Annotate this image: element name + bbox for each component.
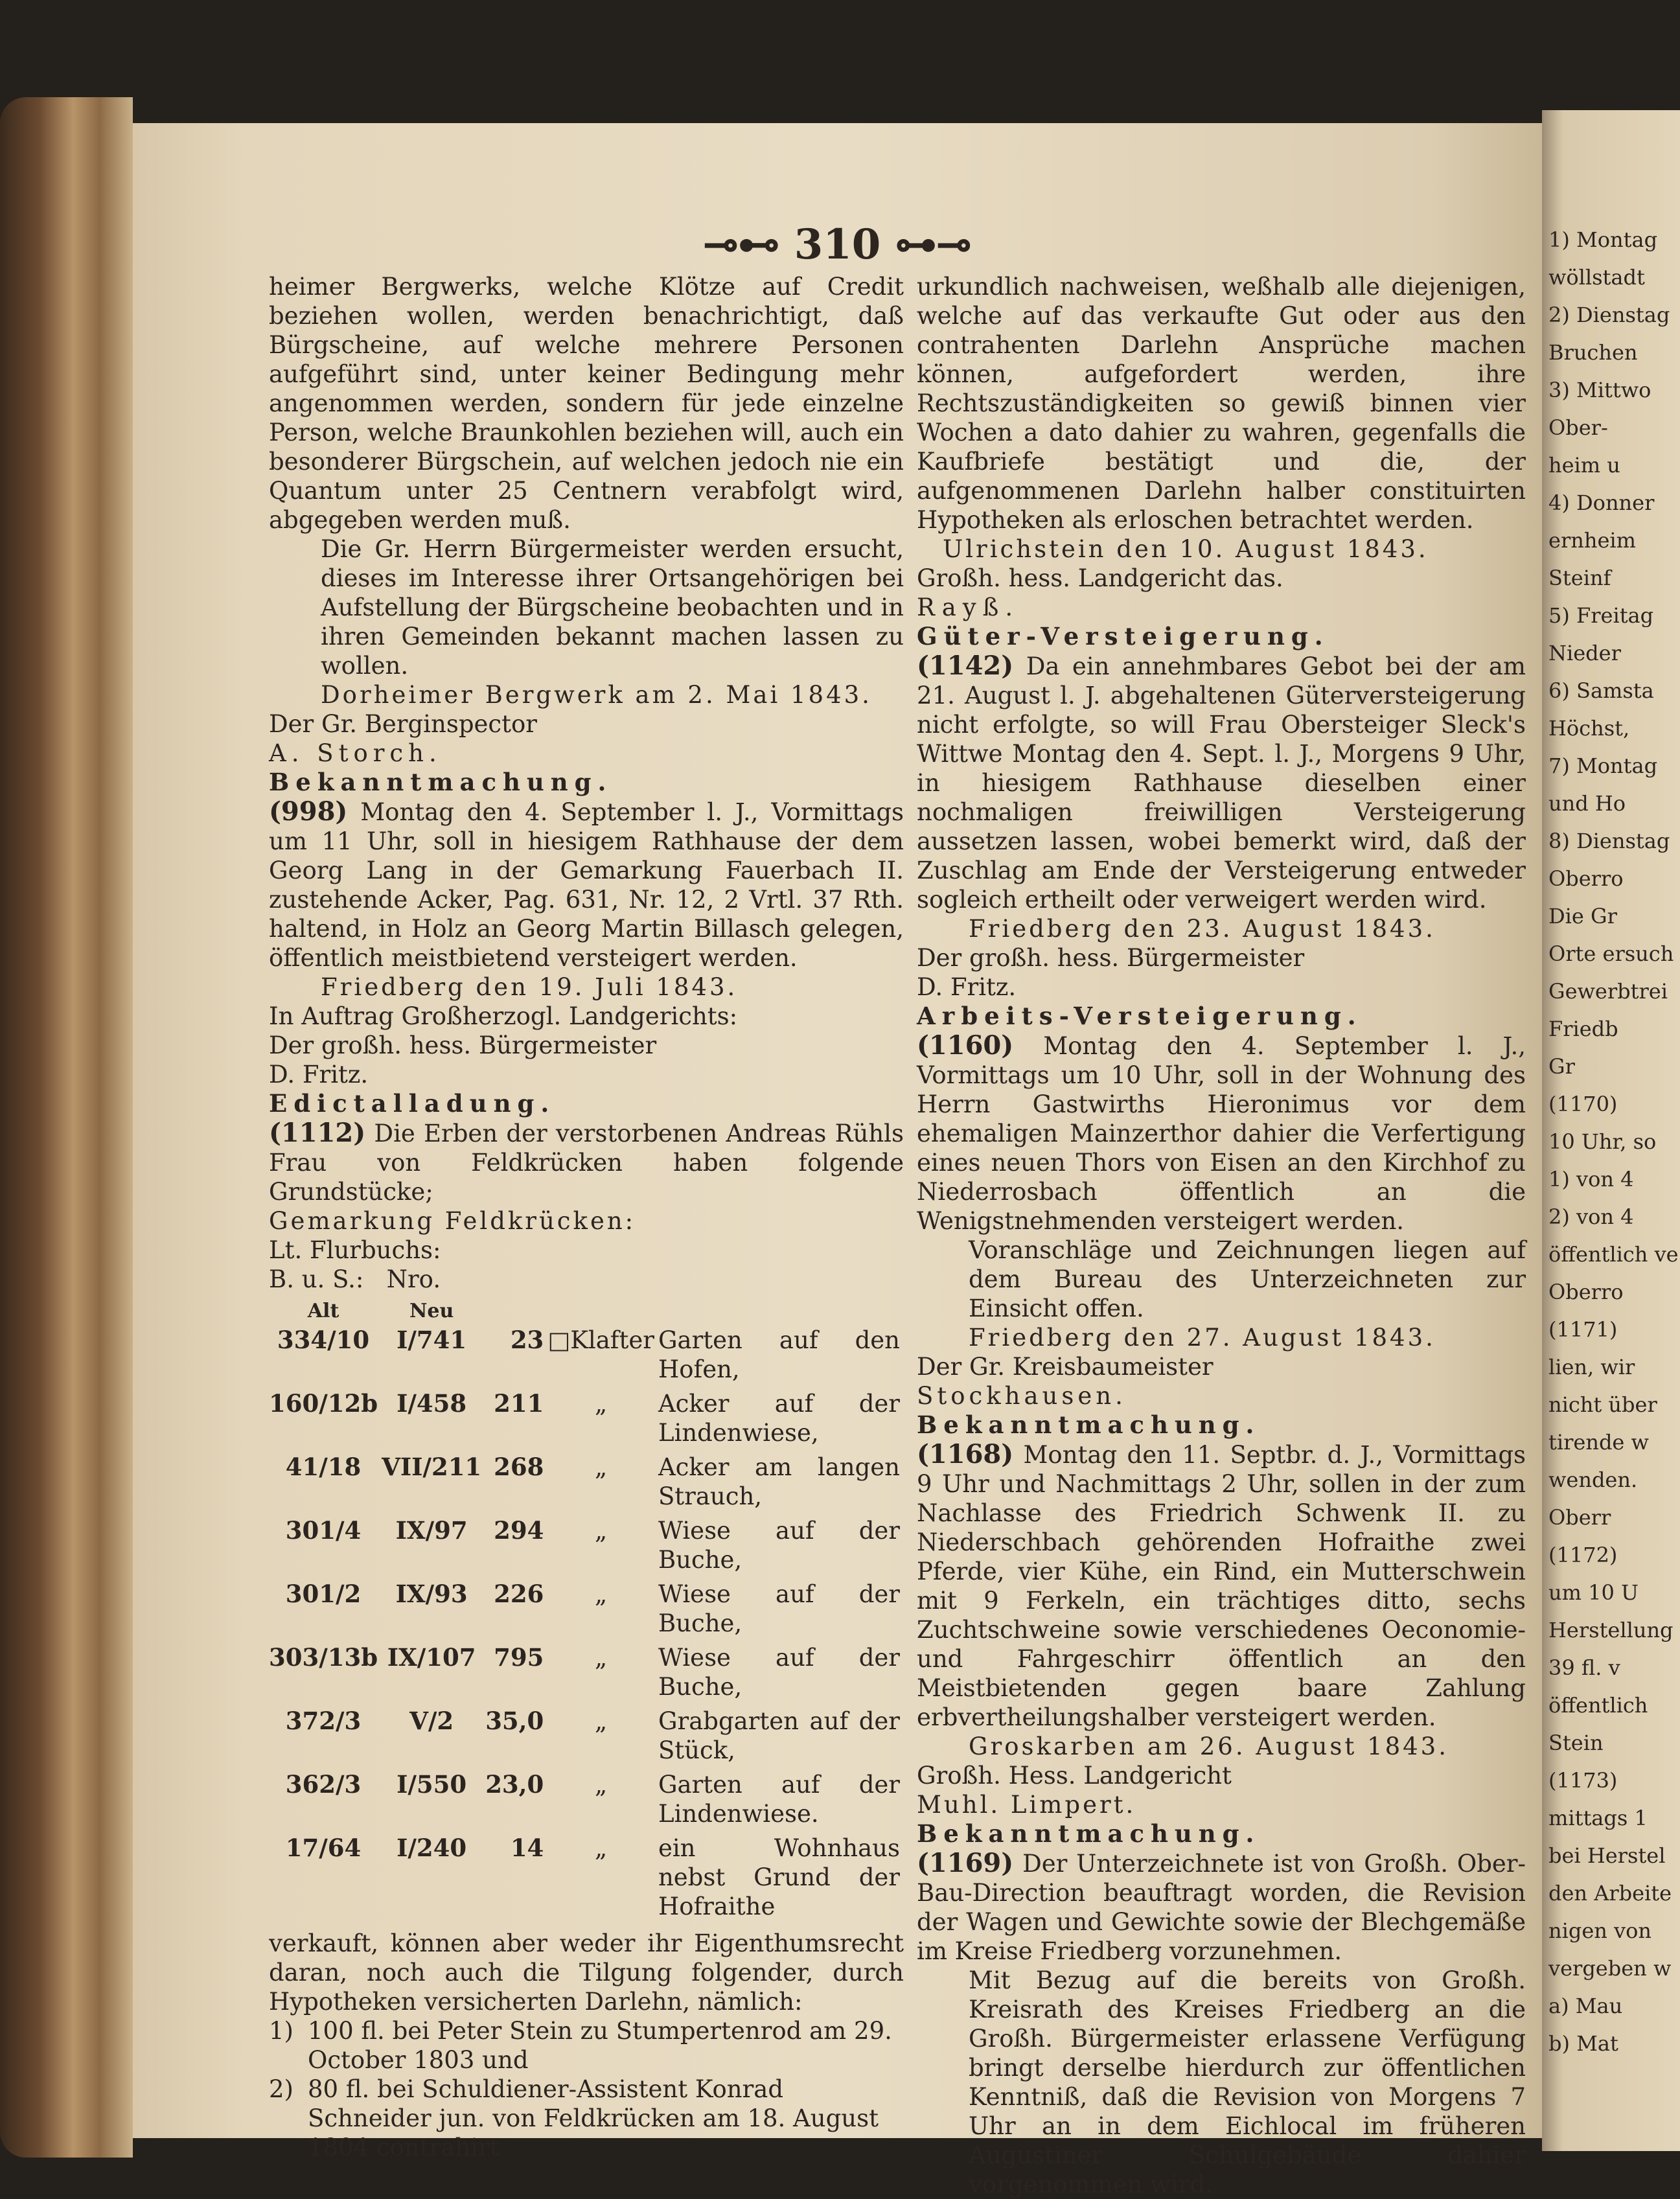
parcel-description: Garten auf den Hofen, — [658, 1326, 900, 1383]
margin-fragment: mittags 1 — [1548, 1806, 1648, 1830]
notice-1160-sig2: Stockhausen. — [917, 1382, 1127, 1410]
notice-1112-after: verkauft, können aber weder ihr Eigenthumsrecht daran, noch auch die Tilgung folgender, durch Hypotheken versicherten Darlehn, nämlich: — [269, 1929, 904, 2016]
parcel-row — [269, 1326, 904, 1389]
margin-fragment: öffentlich — [1548, 1693, 1648, 1718]
margin-fragment: 10 Uhr, so — [1548, 1129, 1657, 1154]
intro-signature-name: A. Storch. — [269, 739, 442, 767]
list-text: 80 fl. bei Schuldiener-Assistent Konrad Schneider jun. von Feldkrücken am 18. August 1804 contrahirt — [308, 2075, 879, 2161]
parcel-description: Wiese auf der Buche, — [658, 1517, 900, 1574]
parcel-unit: „ — [595, 1453, 608, 1481]
facing-page-fragment — [1542, 110, 1680, 2151]
continued-place: Ulrichstein den 10. August 1843. — [943, 535, 1429, 563]
parcel-unit: „ — [595, 1644, 608, 1672]
parcel-size: 268 — [494, 1453, 544, 1481]
margin-fragment: Höchst, — [1548, 716, 1630, 741]
parcel-description: Wiese auf der Buche, — [658, 1580, 900, 1637]
parcel-neu: I/741 — [397, 1326, 467, 1354]
notice-1168-sig1: Großh. Hess. Landgericht — [917, 1762, 1232, 1790]
margin-fragment: Steinf — [1548, 566, 1611, 590]
notice-1160-sig1: Der Gr. Kreisbaumeister — [917, 1353, 1214, 1381]
parcel-row — [269, 1453, 904, 1516]
margin-fragment: vergeben w — [1548, 1956, 1672, 1981]
list-item — [269, 2075, 904, 2162]
notice-1142-number: (1142) — [917, 650, 1014, 681]
notice-1160-heading: Arbeits-Versteigerung. — [917, 1002, 1363, 1030]
parcel-description: Grabgarten auf der Stück, — [658, 1707, 900, 1764]
notice-1169-text2: Mit Bezug auf die bereits von Großh. Kreisrath des Kreises Friedberg an die Großh. Bürgermeister erlassene Verfügung bringt derselbe hierdurch zur öffentlichen Kenntniß, daß die Revision von Morgens 7 Uhr an in dem Eichlocal im früheren Augustiner Schulgebäude dahier vorgenommen wird. — [969, 1966, 1526, 2198]
margin-fragment: tirende w — [1548, 1430, 1649, 1455]
notice-1112-number: (1112) — [269, 1118, 366, 1148]
margin-fragment: 7) Montag — [1548, 754, 1658, 778]
parcel-alt: 303/13b — [269, 1643, 378, 1672]
notice-1160-body — [917, 1031, 1526, 1236]
margin-fragment: Oberro — [1548, 866, 1624, 891]
margin-fragment: (1171) — [1548, 1317, 1618, 1342]
notice-1168-sig2: Muhl. Limpert. — [917, 1791, 1136, 1819]
margin-fragment: Ober- — [1548, 415, 1608, 440]
notice-1112-heading: Edictalladung. — [269, 1089, 556, 1118]
page — [133, 123, 1542, 2198]
parcel-description: Wiese auf der Buche, — [658, 1644, 900, 1701]
parcel-size: 14 — [510, 1834, 544, 1862]
margin-fragment: 1) Montag — [1548, 227, 1658, 252]
continued-text: urkundlich nachweisen, weßhalb alle diejenigen, welche auf das verkaufte Gut oder aus den contrahenten Darlehn Ansprüche machen können, aufgefordert werden, ihre Rechtszuständigkeiten so gewiß binnen vier Wochen a dato dahier zu wahren, gegenfalls die Kaufbriefe bestätigt und die, der aufgenommenen Darlehn halber constituirten Hypotheken als erloschen betrachtet werden. — [917, 273, 1526, 534]
margin-fragment: b) Mat — [1548, 2031, 1618, 2056]
margin-fragment: den Arbeite — [1548, 1881, 1672, 1905]
notice-1168-place: Groskarben am 26. August 1843. — [969, 1733, 1449, 1760]
parcel-size: 226 — [494, 1580, 544, 1608]
ornament-left: ⊸⊷ — [703, 220, 794, 269]
parcel-unit: „ — [595, 1707, 608, 1735]
notice-1168-text: Montag den 11. Septbr. d. J., Vormittags 9 Uhr und Nachmittags 2 Uhr, sollen in der zum Nachlasse des Friedrich Schwenk II. zu Niederschbach gehörenden Hofraithe zwei Pferde, vier Kühe, ein Rind, ein Mutterschwein mit 9 Ferkeln, ein trächtiges ditto, sechs Zuchtschweine sowie verschiedenes Oeconomie- und Fahrgeschirr öffentlich an den Meistbietenden gegen baare Zahlung erbvertheilungshalber versteigert werden. — [917, 1441, 1526, 1731]
notice-1169-body — [917, 1848, 1526, 1966]
page-number: ⊸⊷ 310 ⊶⊸ — [703, 220, 972, 269]
margin-fragment: 39 fl. v — [1548, 1655, 1620, 1680]
margin-fragment: 2) von 4 — [1548, 1204, 1634, 1229]
parcel-size: 23 — [510, 1326, 544, 1354]
margin-fragment: Bruchen — [1548, 340, 1638, 365]
parcel-alt: 362/3 — [285, 1770, 362, 1799]
parcel-alt: 301/4 — [285, 1516, 362, 1545]
margin-fragment: Herstellung — [1548, 1618, 1674, 1642]
notice-1142-place: Friedberg den 23. August 1843. — [969, 915, 1436, 943]
margin-fragment: (1172) — [1548, 1543, 1618, 1567]
notice-1169-text: Der Unterzeichnete ist von Großh. Ober-Bau-Direction beauftragt worden, die Revision der Wagen und Gewichte sowie der Blechgemäße im Kreise Friedberg vorzunehmen. — [917, 1850, 1526, 1965]
margin-fragment: lien, wir — [1548, 1355, 1635, 1379]
parcel-alt: 372/3 — [285, 1707, 362, 1735]
book-edge — [0, 97, 133, 2158]
notice-1168-body — [917, 1440, 1526, 1732]
notice-998-place: Friedberg den 19. Juli 1843. — [321, 973, 738, 1001]
margin-fragment: ernheim — [1548, 528, 1636, 553]
notice-1160-text: Montag den 4. September l. J., Vormittags um 10 Uhr, soll in der Wohnung des Herrn Gastwirths Hieronimus vor dem ehemaligen Mainzerthor dahier die Verfertigung eines neuen Thors von Eisen an den Kirchhof zu Niederrosbach öffentlich an die Wenigstnehmenden versteigert werden. — [917, 1032, 1526, 1235]
parcel-row — [269, 1770, 904, 1834]
continued-sig2: Rayß. — [917, 593, 1020, 621]
notice-998-sig1: In Auftrag Großherzogl. Landgerichts: — [269, 1002, 738, 1030]
margin-fragment: Die Gr — [1548, 904, 1617, 928]
margin-fragment: Oberro — [1548, 1280, 1624, 1304]
intro-paragraph-2: Die Gr. Herrn Bürgermeister werden ersucht, dieses im Interesse ihrer Ortsangehörigen bei Aufstellung der Bürgscheine beobachten und in ihren Gemeinden bekannt machen lassen zu wollen. — [321, 535, 904, 680]
margin-fragment: bei Herstel — [1548, 1843, 1666, 1868]
margin-fragment: wenden. — [1548, 1468, 1638, 1492]
notice-1142-body — [917, 651, 1526, 914]
intro-place-date: Dorheimer Bergwerk am 2. Mai 1843. — [321, 681, 872, 709]
continued-sig1: Großh. hess. Landgericht das. — [917, 564, 1283, 592]
parcel-row — [269, 1389, 904, 1453]
header-neu: Neu — [409, 1300, 454, 1322]
parcel-alt: 17/64 — [285, 1834, 362, 1862]
intro-text: heimer Bergwerks, welche Klötze auf Credit beziehen wollen, werden benachrichtigt, daß Bürgscheine, auf welche mehrere Personen aufgeführt sind, unter keiner Bedingung mehr angenommen werden, sondern für jede einzelne Person, welche Braunkohlen beziehen will, auch ein besonderer Bürgschein, auf welchen jedoch nie ein Quantum unter 25 Centnern verabfolgt wird, abgegeben werden muß. — [269, 273, 904, 534]
parcel-size: 795 — [494, 1643, 544, 1672]
margin-fragment: Stein — [1548, 1731, 1604, 1755]
parcel-neu: I/550 — [397, 1770, 467, 1799]
notice-998-heading: Bekanntmachung. — [269, 768, 613, 796]
parcel-unit: „ — [595, 1580, 608, 1608]
notice-1168-heading: Bekanntmachung. — [917, 1410, 1261, 1439]
margin-fragment: (1173) — [1548, 1768, 1618, 1793]
margin-fragment: Nieder — [1548, 641, 1621, 665]
margin-fragment: 5) Freitag — [1548, 603, 1654, 628]
margin-fragment: 6) Samsta — [1548, 678, 1654, 703]
notice-1168-number: (1168) — [917, 1439, 1014, 1469]
margin-fragment: öffentlich ve — [1548, 1242, 1679, 1267]
margin-fragment: 8) Dienstag — [1548, 829, 1670, 853]
notice-1142-sig1: Der großh. hess. Bürgermeister — [917, 944, 1305, 972]
parcel-size: 294 — [494, 1516, 544, 1545]
intro-signature-title: Der Gr. Berginspector — [269, 710, 537, 738]
margin-fragment: 3) Mittwo — [1548, 378, 1651, 402]
margin-fragment: (1170) — [1548, 1092, 1618, 1116]
margin-fragment: Gr — [1548, 1054, 1575, 1079]
parcel-description: ein Wohnhaus nebst Grund der Hofraithe — [658, 1834, 900, 1920]
parcel-neu: V/2 — [409, 1707, 454, 1735]
notice-998-sig2: Der großh. hess. Bürgermeister — [269, 1031, 657, 1059]
notice-1169-heading: Bekanntmachung. — [917, 1819, 1261, 1848]
parcel-size: 211 — [494, 1389, 544, 1418]
right-column — [917, 272, 1526, 2199]
parcel-row — [269, 1516, 904, 1580]
parcel-neu: I/240 — [397, 1834, 467, 1862]
parcel-table-header — [269, 1296, 904, 1326]
parcel-row — [269, 1580, 904, 1643]
parcel-neu: VII/211 — [382, 1453, 482, 1481]
parcel-size: 35,0 — [485, 1707, 544, 1735]
parcel-table — [269, 1296, 904, 1926]
parcel-description: Garten auf der Lindenwiese. — [658, 1771, 900, 1828]
left-column — [269, 272, 904, 2162]
parcel-unit: „ — [595, 1517, 608, 1545]
notice-1112-text: Die Erben der verstorbenen Andreas Rühls Frau von Feldkrücken haben folgende Grundstücke; — [269, 1120, 904, 1206]
parcel-unit: „ — [595, 1390, 608, 1418]
notice-1160-number: (1160) — [917, 1030, 1014, 1061]
notice-1112-gemarkung: Gemarkung Feldkrücken: — [269, 1207, 636, 1235]
margin-fragment: Orte ersuch — [1548, 941, 1674, 966]
parcel-alt: 301/2 — [285, 1580, 362, 1608]
margin-fragment: nicht über — [1548, 1392, 1657, 1417]
margin-fragment: 2) Dienstag — [1548, 303, 1670, 327]
list-marker: 2) — [269, 2075, 293, 2103]
notice-998-number: (998) — [269, 796, 348, 827]
list-item — [269, 2016, 904, 2075]
margin-fragment: Oberr — [1548, 1505, 1611, 1530]
list-text: 100 fl. bei Peter Stein zu Stumpertenrod am 29. October 1803 und — [308, 2017, 892, 2074]
parcel-unit: „ — [595, 1834, 608, 1862]
parcel-unit: □Klafter — [547, 1326, 654, 1354]
parcel-description: Acker auf der Lindenwiese, — [658, 1390, 900, 1447]
notice-1142-heading: Güter-Versteigerung. — [917, 622, 1329, 650]
margin-fragment: heim u — [1548, 453, 1620, 478]
notice-1160-place: Friedberg den 27. August 1843. — [969, 1324, 1436, 1352]
header-alt: Alt — [307, 1300, 339, 1322]
notice-998-sig3: D. Fritz. — [269, 1061, 369, 1088]
notice-998-body — [269, 797, 904, 973]
parcel-size: 23,0 — [485, 1770, 544, 1799]
parcel-neu: IX/93 — [395, 1580, 468, 1608]
notice-1160-text2: Voranschläge und Zeichnungen liegen auf dem Bureau des Unterzeichneten zur Einsicht offen. — [969, 1236, 1526, 1322]
parcel-alt: 160/12b — [269, 1389, 378, 1418]
table-head-2: B. u. S.: Nro. — [269, 1265, 441, 1293]
margin-fragment: 4) Donner — [1548, 490, 1655, 515]
margin-fragment: um 10 U — [1548, 1580, 1639, 1605]
parcel-neu: IX/107 — [387, 1643, 476, 1672]
parcel-unit: „ — [595, 1771, 608, 1799]
parcel-neu: IX/97 — [395, 1516, 468, 1545]
notice-998-text: Montag den 4. September l. J., Vormittags um 11 Uhr, soll in hiesigem Rathhause der dem Georg Lang in der Gemarkung Fauerbach II. zustehende Acker, Pag. 631, Nr. 12, 2 Vrtl. 37 Rth. haltend, in Holz an Georg Martin Billasch gelegen, öffentlich meistbietend versteigert werden. — [269, 798, 904, 972]
parcel-neu: I/458 — [397, 1389, 467, 1418]
margin-fragment: wöllstadt — [1548, 265, 1645, 290]
table-head-1: Lt. Flurbuchs: — [269, 1236, 441, 1264]
parcel-table-body — [269, 1326, 904, 1926]
parcel-alt: 334/10 — [277, 1326, 370, 1354]
notice-1112-body — [269, 1118, 904, 1206]
margin-fragment: Gewerbtrei — [1548, 979, 1668, 1004]
parcel-alt: 41/18 — [285, 1453, 362, 1481]
notice-1142-text: Da ein annehmbares Gebot bei der am 21. August l. J. abgehaltenen Güterversteigerung nicht erfolgte, so will Frau Obersteiger Sleck's Wittwe Montag den 4. Sept. l. J., Morgens 9 Uhr, in hiesigem Rathhause dieselben einer nochmaligen freiwilligen Versteigerung aussetzen lassen, wobei bemerkt wird, daß der Zuschlag am Ende der Versteigerung entweder sogleich ertheilt oder verweigert werden wird. — [917, 652, 1526, 914]
notice-1169-number: (1169) — [917, 1848, 1014, 1878]
margin-fragment: 1) von 4 — [1548, 1167, 1634, 1192]
parcel-row — [269, 1643, 904, 1707]
margin-fragment: Friedb — [1548, 1017, 1618, 1041]
ornament-right: ⊶⊸ — [880, 220, 972, 269]
parcel-description: Acker am langen Strauch, — [658, 1453, 900, 1510]
margin-fragment: und Ho — [1548, 791, 1626, 816]
margin-fragment: nigen von — [1548, 1918, 1651, 1943]
notice-1142-sig2: D. Fritz. — [917, 973, 1017, 1001]
margin-fragment: a) Mau — [1548, 1994, 1623, 2018]
list-marker: 1) — [269, 2017, 293, 2045]
parcel-row — [269, 1834, 904, 1926]
parcel-row — [269, 1707, 904, 1770]
